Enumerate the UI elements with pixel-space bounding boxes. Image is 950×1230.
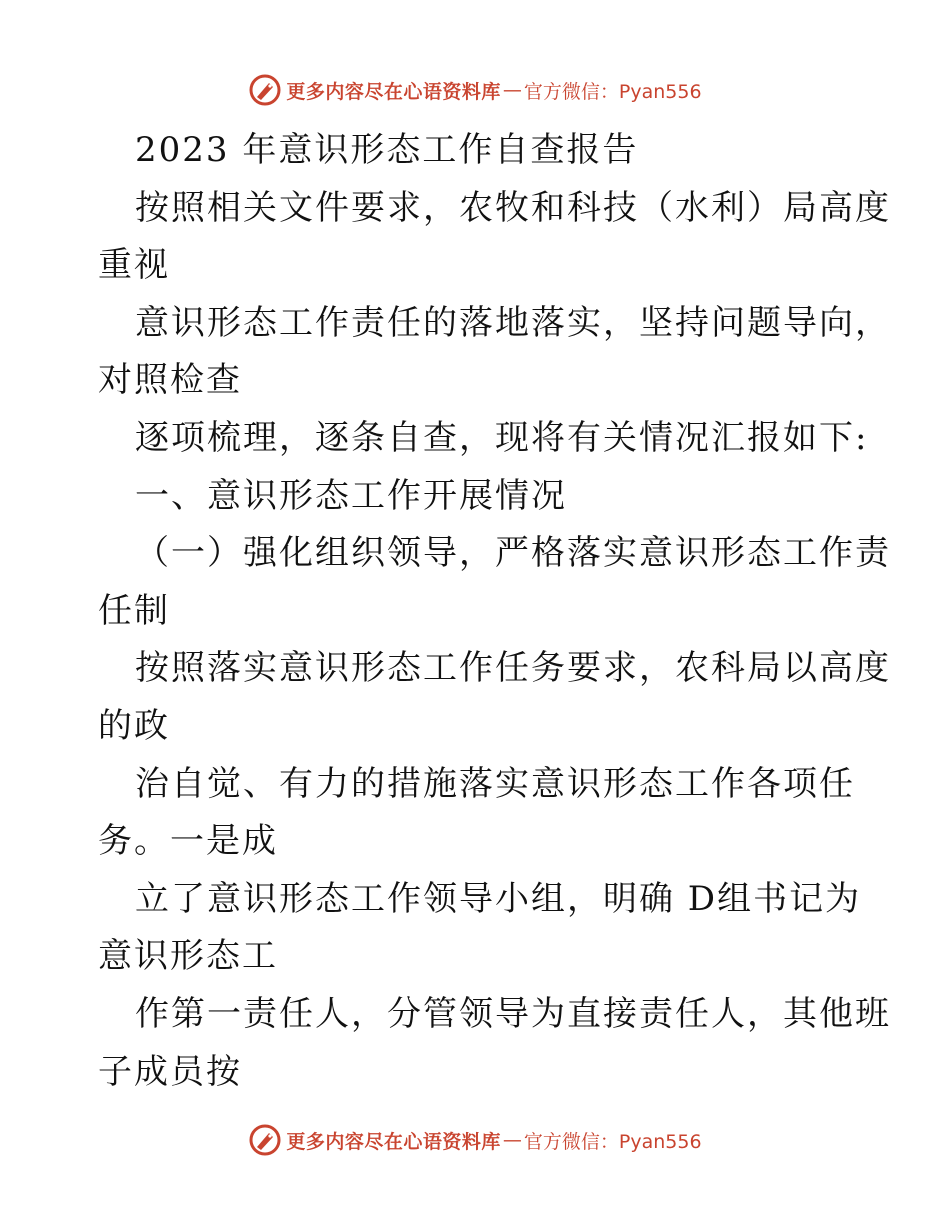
text-line: 任制: [98, 590, 170, 631]
section-heading: 一、意识形态工作开展情况: [135, 475, 567, 516]
banner-text: 更多内容尽在心语资料库: [286, 80, 501, 103]
text-line: 治自觉、有力的措施落实意识形态工作各项任: [135, 763, 855, 804]
text-line: 按照相关文件要求，农牧和科技（水利）局高度: [135, 187, 891, 228]
header-banner: [0, 70, 950, 110]
footer-banner: [0, 1120, 950, 1160]
document-title: 2023 年意识形态工作自查报告: [135, 130, 639, 170]
subsection-heading: （一）强化组织领导，严格落实意识形态工作责: [135, 533, 891, 574]
text-line: 的政: [98, 705, 170, 746]
text-line: 意识形态工作责任的落地落实，坚持问题导向，: [135, 302, 891, 343]
text-line: 重视: [98, 245, 170, 286]
banner-text: 更多内容尽在心语资料库: [286, 1130, 501, 1153]
banner-contact: 官方微信：Pyan556: [523, 1130, 702, 1153]
banner-separator: —: [502, 79, 522, 101]
pen-nib-circle-icon: [248, 73, 282, 107]
text-line: 意识形态工: [98, 936, 278, 977]
document-body: [98, 122, 891, 1101]
text-line: 作第一责任人，分管领导为直接责任人，其他班: [135, 993, 891, 1034]
text-line: 子成员按: [98, 1051, 242, 1092]
text-line: 务。一是成: [98, 821, 278, 862]
text-line: 立了意识形态工作领导小组，明确 D组书记为: [135, 878, 862, 919]
text-line: 按照落实意识形态工作任务要求，农科局以高度: [135, 648, 891, 689]
text-line: 对照检查: [98, 360, 242, 401]
banner-contact: 官方微信：Pyan556: [523, 80, 702, 103]
banner-separator: —: [502, 1129, 522, 1151]
pen-nib-circle-icon: [248, 1123, 282, 1157]
text-line: 逐项梳理，逐条自查，现将有关情况汇报如下:: [135, 417, 869, 458]
